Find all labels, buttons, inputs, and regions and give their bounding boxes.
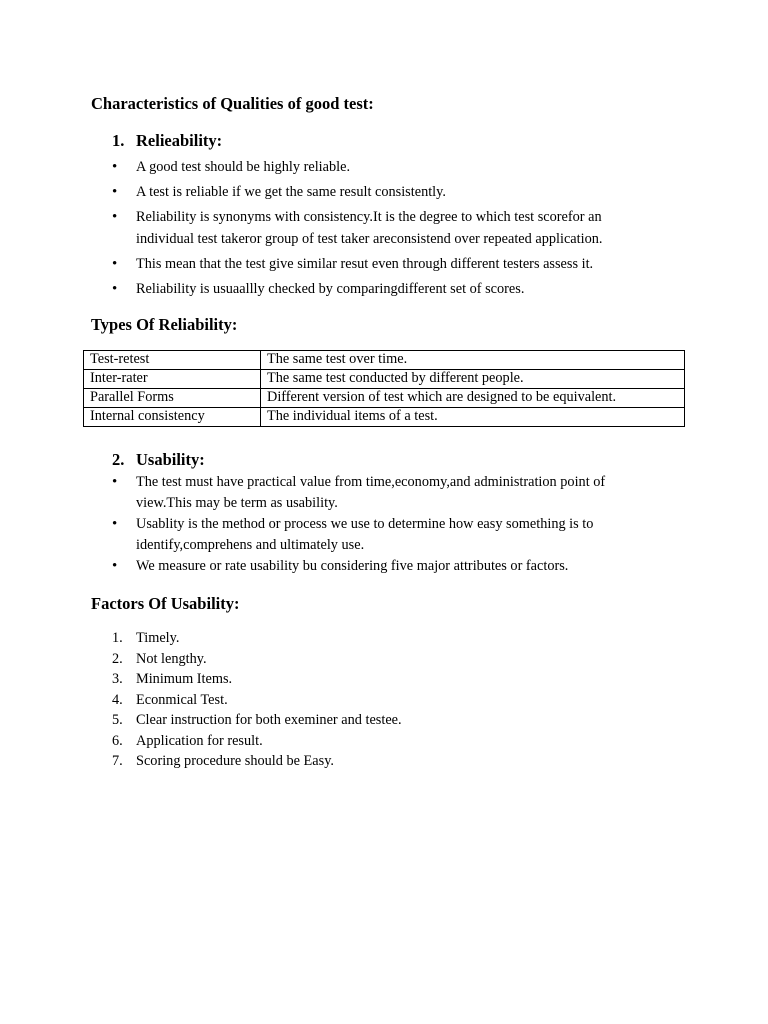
list-item: • Reliability is usuaallly checked by comparingdifferent set of scores. xyxy=(111,278,641,300)
list-item: • A test is reliable if we get the same result consistently. xyxy=(111,181,641,203)
section-number: 1. xyxy=(112,131,125,150)
list-item: 5. Clear instruction for both exeminer and testee. xyxy=(112,712,402,728)
table-cell: The individual items of a test. xyxy=(261,408,685,427)
list-item: 4. Econmical Test. xyxy=(112,691,228,708)
usability-bullet-list xyxy=(111,472,641,577)
document-title: Characteristics of Qualities of good test: xyxy=(91,94,374,113)
list-item: • The test must have practical value from time,economy,and administration point of view.This may be term as usability. xyxy=(111,472,641,514)
table-row xyxy=(84,389,685,408)
list-item: • Usablity is the method or process we use to determine how easy something is to identify,comprehens and ultimately use. xyxy=(111,514,641,556)
table-cell: Test-retest xyxy=(84,351,261,370)
list-item: 6. Application for result. xyxy=(112,732,263,749)
list-item: 7. Scoring procedure should be Easy. xyxy=(112,753,334,769)
table-cell: Internal consistency xyxy=(84,408,261,427)
section-heading-usability xyxy=(112,450,205,470)
list-item: 3. Minimum Items. xyxy=(112,671,233,687)
list-item: • This mean that the test give similar resut even through different testers assess it. xyxy=(111,253,641,275)
list-item: • Reliability is synonyms with consistency.It is the degree to which test scorefor an individual test takeror group of test taker areconsistend over repeated application. xyxy=(111,206,641,250)
list-item: 1. Timely. xyxy=(112,630,180,646)
usability-factors-list xyxy=(112,628,402,772)
section-title: Usability: xyxy=(136,450,205,469)
table-cell: Different version of test which are designed to be equivalent. xyxy=(261,389,685,408)
table-row xyxy=(84,351,685,370)
factors-heading: Factors Of Usability: xyxy=(91,594,240,613)
reliability-bullet-list xyxy=(111,156,641,300)
table-cell: Inter-rater xyxy=(84,370,261,389)
table-cell: The same test over time. xyxy=(261,351,685,370)
list-item: 2. Not lengthy. xyxy=(112,650,207,667)
section-number: 2. xyxy=(112,450,125,469)
table-cell: The same test conducted by different people. xyxy=(261,370,685,389)
list-item: • A good test should be highly reliable. xyxy=(111,156,641,178)
table-row xyxy=(84,408,685,427)
table-row xyxy=(84,370,685,389)
section-heading-reliability xyxy=(112,131,222,151)
list-item: • We measure or rate usability bu considering five major attributes or factors. xyxy=(111,556,641,577)
table-cell: Parallel Forms xyxy=(84,389,261,408)
reliability-types-table xyxy=(83,350,685,427)
section-title: Relieability: xyxy=(136,131,223,150)
types-heading: Types Of Reliability: xyxy=(91,315,238,334)
